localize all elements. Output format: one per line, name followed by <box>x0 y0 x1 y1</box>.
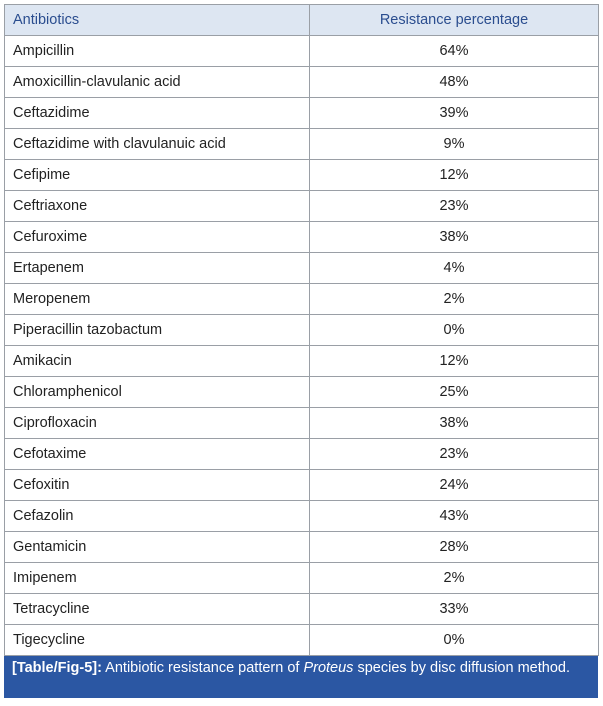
resistance-value-cell: 0% <box>310 625 599 656</box>
antibiotic-name-cell: Gentamicin <box>5 532 310 563</box>
resistance-value-cell: 48% <box>310 67 599 98</box>
table-row <box>5 98 599 129</box>
table-row <box>5 377 599 408</box>
table-figure <box>4 4 598 698</box>
table-row <box>5 470 599 501</box>
resistance-value-cell: 43% <box>310 501 599 532</box>
header-row <box>5 5 599 36</box>
table-row <box>5 346 599 377</box>
resistance-value-cell: 39% <box>310 98 599 129</box>
caption-label: [Table/Fig-5]: <box>12 660 102 676</box>
antibiotic-name-cell: Tigecycline <box>5 625 310 656</box>
header-antibiotics: Antibiotics <box>5 5 310 36</box>
resistance-value-cell: 12% <box>310 346 599 377</box>
caption-text-after: species by disc diffusion method. <box>353 660 570 676</box>
resistance-value-cell: 0% <box>310 315 599 346</box>
resistance-value-cell: 38% <box>310 408 599 439</box>
table-row <box>5 160 599 191</box>
resistance-value-cell: 33% <box>310 594 599 625</box>
table-row <box>5 501 599 532</box>
antibiotic-name-cell: Ertapenem <box>5 253 310 284</box>
resistance-value-cell: 2% <box>310 284 599 315</box>
antibiotic-name-cell: Ciprofloxacin <box>5 408 310 439</box>
caption-italic-genus: Proteus <box>303 660 354 676</box>
antibiotic-name-cell: Imipenem <box>5 563 310 594</box>
antibiotic-name-cell: Ampicillin <box>5 36 310 67</box>
resistance-value-cell: 12% <box>310 160 599 191</box>
antibiotic-name-cell: Tetracycline <box>5 594 310 625</box>
resistance-value-cell: 23% <box>310 439 599 470</box>
antibiotic-name-cell: Amoxicillin-clavulanic acid <box>5 67 310 98</box>
resistance-value-cell: 4% <box>310 253 599 284</box>
antibiotic-name-cell: Cefazolin <box>5 501 310 532</box>
antibiotic-name-cell: Ceftazidime <box>5 98 310 129</box>
table-row <box>5 408 599 439</box>
caption-text-before: Antibiotic resistance pattern of <box>101 660 304 676</box>
table-row <box>5 532 599 563</box>
table-row <box>5 439 599 470</box>
antibiotic-name-cell: Cefotaxime <box>5 439 310 470</box>
table-row <box>5 625 599 656</box>
resistance-value-cell: 38% <box>310 222 599 253</box>
resistance-value-cell: 23% <box>310 191 599 222</box>
table-row <box>5 284 599 315</box>
table-row <box>5 253 599 284</box>
resistance-value-cell: 64% <box>310 36 599 67</box>
resistance-value-cell: 9% <box>310 129 599 160</box>
resistance-value-cell: 2% <box>310 563 599 594</box>
antibiotic-name-cell: Meropenem <box>5 284 310 315</box>
resistance-table <box>4 4 599 656</box>
antibiotic-name-cell: Cefuroxime <box>5 222 310 253</box>
resistance-value-cell: 24% <box>310 470 599 501</box>
antibiotic-name-cell: Cefipime <box>5 160 310 191</box>
table-row <box>5 594 599 625</box>
resistance-value-cell: 25% <box>310 377 599 408</box>
antibiotic-name-cell: Amikacin <box>5 346 310 377</box>
table-body <box>5 36 599 656</box>
table-row <box>5 315 599 346</box>
table-row <box>5 67 599 98</box>
table-row <box>5 36 599 67</box>
antibiotic-name-cell: Ceftazidime with clavulanuic acid <box>5 129 310 160</box>
table-row <box>5 563 599 594</box>
table-row <box>5 129 599 160</box>
table-caption <box>4 656 598 698</box>
antibiotic-name-cell: Ceftriaxone <box>5 191 310 222</box>
antibiotic-name-cell: Piperacillin tazobactum <box>5 315 310 346</box>
table-row <box>5 191 599 222</box>
resistance-value-cell: 28% <box>310 532 599 563</box>
antibiotic-name-cell: Cefoxitin <box>5 470 310 501</box>
header-resistance-percentage: Resistance percentage <box>310 5 599 36</box>
table-header <box>5 5 599 36</box>
table-row <box>5 222 599 253</box>
antibiotic-name-cell: Chloramphenicol <box>5 377 310 408</box>
